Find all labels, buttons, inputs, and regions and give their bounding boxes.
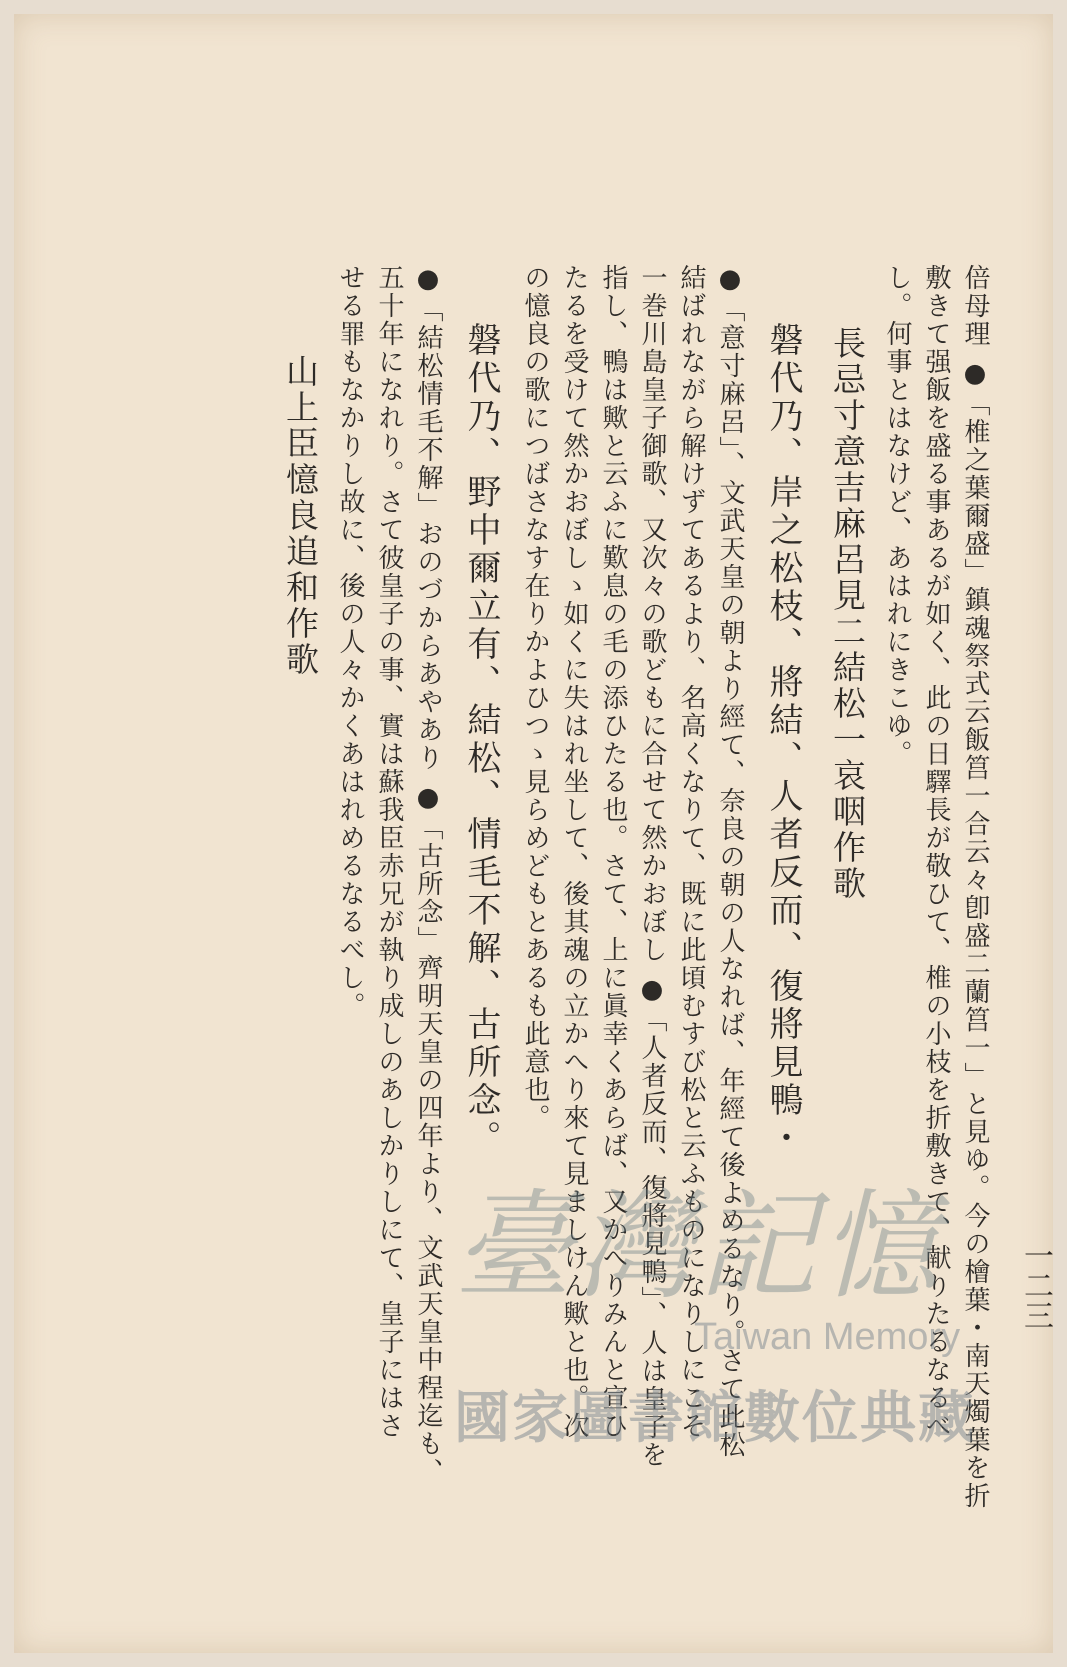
text-column-10: たるを受けて然かおぼしゝ如くに失はれ坐して、後其魂の立かへり來て見ましけん歟と也。次	[559, 264, 589, 1440]
text-column-8: 一巻川島皇子御歌、又次々の歌どもに合せて然かおぼし ●「人者反而、復將見鴨」、人は皇子を	[637, 264, 667, 1470]
poem-heading-okura: 山上臣憶良追和作歌	[281, 354, 320, 678]
poem-line-2: 磐代乃、野中爾立有、結松、情毛不解、古所念。	[461, 322, 501, 1158]
text-column-7: 結ばれながら解けずてあるより、名高くなりて、既に此頃むすび松と云ふものになりしにこそ	[676, 264, 706, 1440]
text-column-11: の憶良の歌につばさなす在りかよひつゝ見らめどもとあるも此意也。	[520, 264, 550, 1132]
book-page	[14, 14, 1053, 1653]
poem-heading-okimaro: 長忌寸意吉麻呂見二結松一哀咽作歌	[828, 326, 867, 902]
text-column-1: 倍母理 ●「椎之葉爾盛」鎮魂祭式云飯筥一合云々卽盛二蘭筥一」と見ゆ。今の檜葉・南天燭葉を折	[960, 264, 990, 1511]
watermark-english: Taiwan Memory	[694, 1316, 961, 1358]
watermark-chinese: 國家圖書館數位典藏	[454, 1386, 976, 1451]
poem-line-1: 磐代乃、岸之松枝、將結、人者反而、復將見鴨・	[763, 322, 803, 1158]
watermark-logo: 臺灣記憶	[454, 1177, 943, 1315]
text-column-6: ●「意寸麻呂」、文武天皇の朝より經て、奈良の朝の人なれば、年經て後よめるなり。さて此松	[715, 264, 745, 1459]
text-column-2: 敷きて强飯を盛る事あるが如く、此の日驛長が敬ひて、椎の小枝を折敷きて、献りたるなるべ	[921, 264, 951, 1440]
vertical-text-block	[134, 264, 994, 1644]
text-column-13: ●「結松情毛不解」おのづからあやあり ●「古所念」齊明天皇の四年より、文武天皇中程迄も、	[413, 264, 443, 1487]
page-number: 一二三	[1018, 1240, 1053, 1330]
text-column-3: し。何事とはなけど、あはれにきこゆ。	[882, 264, 912, 768]
text-column-15: せる罪もなかりし故に、後の人々かくあはれめるなるべし。	[335, 264, 365, 1020]
text-column-9: 指し、鴨は歟と云ふに歎息の毛の添ひたる也。さて、上に眞幸くあらば、又かへりみんと宣ひ	[598, 264, 628, 1440]
text-column-14: 五十年になれり。さて彼皇子の事、實は蘇我臣赤兄が執り成しのあしかりしにて、皇子にはさ	[374, 264, 404, 1440]
